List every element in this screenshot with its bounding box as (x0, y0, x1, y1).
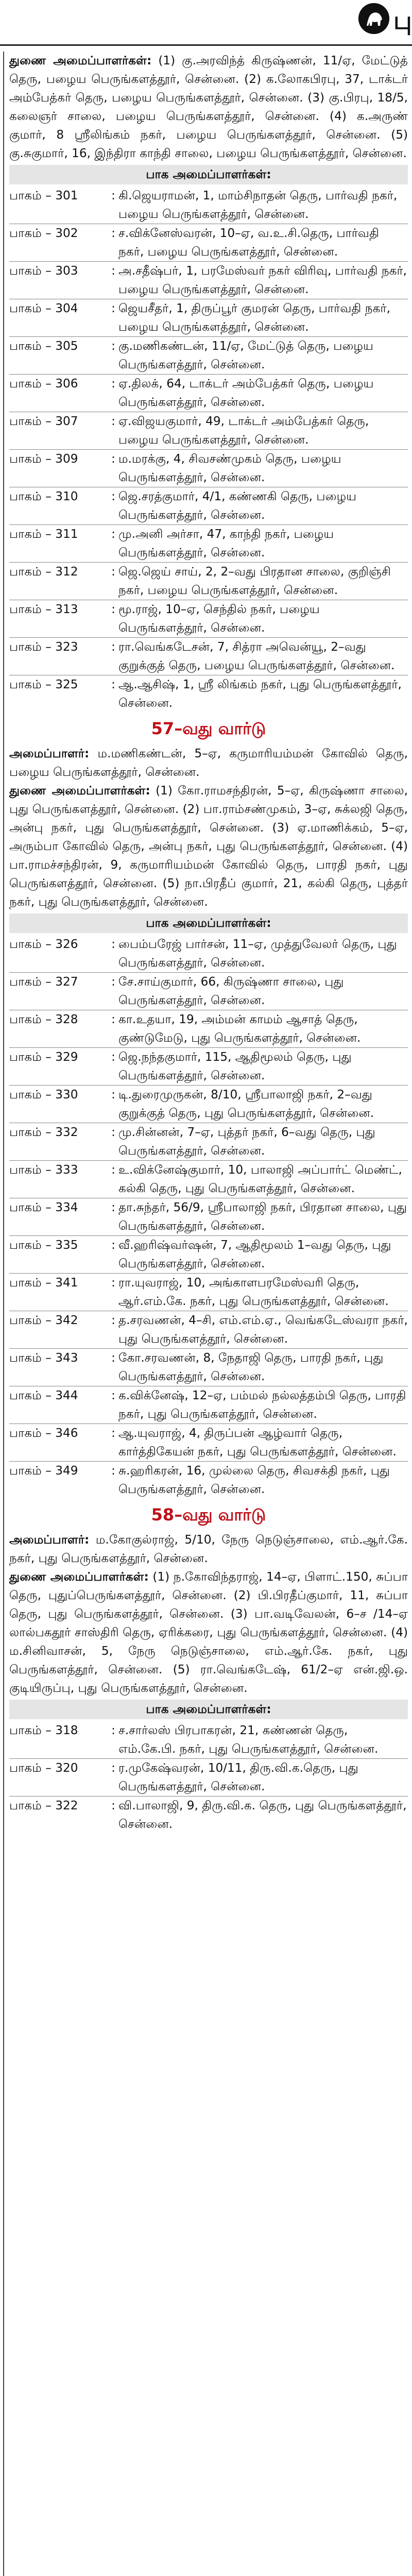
part-label (9, 935, 118, 972)
part-organizers-list (9, 1721, 408, 1834)
part-entry (9, 1311, 408, 1348)
part-label (9, 1086, 118, 1123)
assistants-text: (1) கோ.ராமசந்திரன், 5–ஏ, கிருஷ்ணா சாலை, புது பெருங்களத்தூர், சென்னை. (2) பா.ராம்சண்முகம், 3–ஏ, சுக்லஜி தெரு, அன்பு நகர், புது பெருங்களத்தூர், சென்னை. (3) ஏ.மாணிக்கம், 5–ஏ, அரும்பா கோவில் தெரு, அன்பு நகர், புது பெருங்களத்தூர், சென்னை. (4) பா.ராமச்சந்திரன், 9, கருமாரியம்மன் கோவில் தெரு, பாரதி நகர், புது பெருங்களத்தூர், சென்னை. (5) நா.பிரதீப் குமார், 21, கல்கி தெரு, புத்தர் நகர், புது பெருங்களத்தூர், சென்னை. (9, 784, 408, 909)
part-colon: : (111, 937, 115, 951)
part-label (9, 600, 118, 637)
part-entry (9, 412, 408, 449)
part-organizer-details: க.விக்னேஷ், 12–ஏ, பம்மல் நல்லத்தம்பி தெரு, பாரதி நகர், புது பெருங்களத்தூர், சென்னை. (118, 1388, 406, 1421)
part-number: பாகம் – 313 (9, 602, 78, 616)
part-organizer-details: ம.மரக்கு, 4, சிவசண்முகம் தெரு, பழைய பெருங்களத்தூர், சென்னை. (118, 452, 341, 484)
part-organizer-details: ச.விக்னேஸ்வரன், 10–ஏ, வ.உ.சி.தெரு, பார்வதி நகர், பழைய பெருங்களத்தூர், சென்னை. (118, 226, 380, 259)
section-band: பாக அமைப்பாளர்கள்: (9, 913, 408, 933)
assistants-label: துணை அமைப்பாளர்கள்: (9, 1570, 149, 1584)
part-label (9, 1010, 118, 1047)
part-number: பாகம் – 312 (9, 565, 78, 579)
part-label (9, 1721, 118, 1758)
part-colon: : (111, 452, 115, 466)
part-number: பாகம் – 304 (9, 301, 78, 315)
part-colon: : (111, 640, 115, 654)
part-organizer-details: மு.அனி அர்சா, 47, காந்தி நகர், பழைய பெருங்களத்தூர், சென்னை. (118, 527, 334, 560)
part-number: பாகம் – 325 (9, 677, 78, 691)
header-rule (0, 44, 412, 46)
part-label (9, 487, 118, 524)
part-colon: : (111, 677, 115, 691)
organizer-paragraph (9, 744, 408, 782)
part-entry (9, 261, 408, 299)
part-entry (9, 1721, 408, 1758)
part-organizers-list (9, 935, 408, 1499)
part-colon: : (111, 1723, 115, 1737)
party-logo-icon (358, 3, 389, 34)
part-label (9, 450, 118, 487)
part-label (9, 1386, 118, 1423)
part-organizer-details: சு.ஹரிகரன், 16, முல்லை தெரு, சிவசக்தி நகர், புது பெருங்களத்தூர், சென்னை. (118, 1464, 390, 1496)
assistant-organizers-paragraph (9, 782, 408, 911)
part-organizer-details: ஜெ.நந்தகுமார், 115, ஆதிமூலம் தெரு, புது பெருங்களத்தூர், சென்னை. (118, 1050, 352, 1082)
part-colon: : (111, 189, 115, 202)
part-entry (9, 1047, 408, 1085)
part-colon: : (111, 1088, 115, 1101)
part-label (9, 1759, 118, 1796)
part-number: பாகம் – 310 (9, 489, 78, 503)
part-number: பாகம் – 344 (9, 1388, 78, 1402)
part-number: பாகம் – 330 (9, 1088, 78, 1101)
part-number: பாகம் – 301 (9, 189, 78, 202)
part-organizer-details: மூ.ராஜ், 10–ஏ, செந்தில் நகர், பழைய பெருங்களத்தூர், சென்னை. (118, 602, 320, 635)
part-number: பாகம் – 332 (9, 1125, 78, 1139)
part-colon: : (111, 1125, 115, 1139)
column-rule (3, 52, 4, 2576)
part-organizer-details: சே.சாய்குமார், 66, கிருஷ்ணா சாலை, புது பெருங்களத்தூர், சென்னை. (118, 975, 344, 1007)
part-colon: : (111, 1313, 115, 1327)
part-colon: : (111, 602, 115, 616)
part-colon: : (111, 1388, 115, 1402)
part-colon: : (111, 377, 115, 391)
part-entry (9, 600, 408, 637)
part-entry (9, 524, 408, 562)
part-label (9, 299, 118, 336)
part-label (9, 1198, 118, 1235)
part-organizer-details: மு.சின்னன், 7–ஏ, புத்தர் நகர், 6–வது தெரு, புது பெருங்களத்தூர், சென்னை. (118, 1125, 375, 1158)
part-number: பாகம் – 318 (9, 1723, 78, 1737)
part-colon: : (111, 565, 115, 579)
part-colon: : (111, 264, 115, 278)
part-organizers-list (9, 187, 408, 713)
assistants-text: (1) கு.அரவிந்த் கிருஷ்ணன், 11/ஏ, மேட்டுத் தெரு, பழைய பெருங்களத்தூர், சென்னை. (2) க.லோகபிரபு, 37, டாக்டர் அம்பேத்கர் தெரு, பழைய பெருங்களத்தூர், சென்னை. (3) கு.பிரபு, 18/5, கலைஞர் சாலை, பழைய பெருங்களத்தூர், சென்னை. (4) க.அருண் குமார், 8 ஸ்ரீலிங்கம் நகர், பழைய பெருங்களத்தூர், சென்னை. (5) கு.சுகுமார், 16, இந்திரா காந்தி சாலை, பழைய பெருங்களத்தூர், சென்னை. (9, 54, 408, 160)
part-entry (9, 637, 408, 675)
part-label (9, 525, 118, 562)
part-colon: : (111, 226, 115, 240)
organizer-text: ம.மணிகண்டன், 5–ஏ, கருமாரியம்மன் கோவில் தெரு, பழைய பெருங்களத்தூர், சென்னை. (9, 747, 408, 779)
part-colon: : (111, 1426, 115, 1440)
assistant-organizers-paragraph (9, 1568, 408, 1698)
part-colon: : (111, 339, 115, 353)
part-colon: : (111, 527, 115, 541)
page-tag: பு (393, 6, 412, 35)
assistants-label: துணை அமைப்பாளர்கள்: (9, 54, 152, 67)
organizer-paragraph (9, 1531, 408, 1568)
part-organizer-details: ஆ.ஆசிஷ், 1, ஸ்ரீ லிங்கம் நகர், புது பெருங்களத்தூர், சென்னை. (118, 677, 402, 710)
part-organizer-details: ஜெ.ஜெய் சாய், 2, 2–வது பிரதான சாலை, குறிஞ்சி நகர், பழைய பெருங்களத்தூர், சென்னை. (118, 565, 391, 597)
article-column (3, 52, 408, 2576)
organizer-text: ம.கோகுல்ராஜ், 5/10, நேரு நெடுஞ்சாலை, எம்.ஆர்.கே. நகர், புது பெருங்களத்தூர், சென்னை. (9, 1533, 408, 1565)
part-colon: : (111, 1351, 115, 1365)
part-number: பாகம் – 320 (9, 1761, 78, 1775)
part-label (9, 1797, 118, 1834)
part-number: பாகம் – 322 (9, 1799, 78, 1812)
part-colon: : (111, 1799, 115, 1812)
part-label (9, 412, 118, 449)
part-entry (9, 299, 408, 336)
part-number: பாகம் – 326 (9, 937, 78, 951)
part-label (9, 375, 118, 412)
part-organizer-details: டி.துரைமுருகன், 8/10, ஸ்ரீபாலாஜி நகர், 2–வது குறுக்குத் தெரு, புது பெருங்களத்தூர், சென்னை. (118, 1088, 374, 1120)
part-label (9, 675, 118, 713)
part-label (9, 1462, 118, 1499)
part-organizer-details: தா.சுந்தர், 56/9, ஸ்ரீபாலாஜி நகர், பிரதான சாலை, புது பெருங்களத்தூர், சென்னை. (118, 1200, 407, 1233)
part-number: பாகம் – 311 (9, 527, 78, 541)
assistants-label: துணை அமைப்பாளர்கள்: (9, 784, 150, 798)
part-number: பாகம் – 349 (9, 1464, 78, 1478)
part-entry (9, 1796, 408, 1834)
part-label (9, 187, 118, 224)
part-colon: : (111, 1050, 115, 1064)
part-number: பாகம் – 327 (9, 975, 78, 989)
part-organizer-details: கு.மணிகண்டன், 11/ஏ, மேட்டுத் தெரு, பழைய பெருங்களத்தூர், சென்னை. (118, 339, 373, 371)
organizer-label: அமைப்பாளர்: (9, 1533, 90, 1547)
part-number: பாகம் – 306 (9, 377, 78, 391)
part-entry (9, 1273, 408, 1311)
part-organizer-details: ரா.வெங்கடேசன், 7, சித்ரா அவென்யூ, 2–வது குறுக்குத் தெரு, பழைய பெருங்களத்தூர், சென்னை. (118, 640, 395, 672)
part-entry (9, 1461, 408, 1499)
part-label (9, 1349, 118, 1386)
part-colon: : (111, 1464, 115, 1478)
part-organizer-details: வி.பாலாஜி, 9, திரு.வி.க. தெரு, புது பெருங்களத்தூர், சென்னை. (118, 1799, 407, 1831)
part-label (9, 638, 118, 675)
part-entry (9, 1010, 408, 1047)
part-entry (9, 224, 408, 261)
part-number: பாகம் – 346 (9, 1426, 78, 1440)
part-number: பாகம் – 307 (9, 414, 78, 428)
part-label (9, 1274, 118, 1311)
part-colon: : (111, 489, 115, 503)
part-label (9, 1161, 118, 1198)
part-number: பாகம் – 305 (9, 339, 78, 353)
part-colon: : (111, 975, 115, 989)
part-label (9, 1123, 118, 1160)
organizer-label: அமைப்பாளர்: (9, 747, 90, 760)
section-band: பாக அமைப்பாளர்கள்: (9, 165, 408, 184)
part-number: பாகம் – 329 (9, 1050, 78, 1064)
part-number: பாகம் – 341 (9, 1276, 78, 1290)
part-number: பாகம் – 333 (9, 1163, 78, 1177)
part-colon: : (111, 1012, 115, 1026)
part-entry (9, 1758, 408, 1796)
part-entry (9, 972, 408, 1010)
part-entry (9, 562, 408, 600)
part-entry (9, 1235, 408, 1273)
part-entry (9, 1386, 408, 1423)
part-number: பாகம் – 335 (9, 1238, 78, 1252)
section-band: பாக அமைப்பாளர்கள்: (9, 1700, 408, 1719)
part-entry (9, 1198, 408, 1235)
part-entry (9, 675, 408, 713)
part-label (9, 1424, 118, 1461)
part-organizer-details: ஜெயசீதர், 1, திருப்பூர் குமரன் தெரு, பார்வதி நகர், பழைய பெருங்களத்தூர், சென்னை. (118, 301, 390, 334)
part-number: பாகம் – 303 (9, 264, 78, 278)
part-label (9, 1236, 118, 1273)
part-entry (9, 1160, 408, 1198)
part-entry (9, 1123, 408, 1160)
part-entry (9, 187, 408, 224)
part-number: பாகம் – 334 (9, 1200, 78, 1214)
part-entry (9, 1423, 408, 1461)
part-organizer-details: ச.சார்லஸ் பிரபாகரன், 21, கண்ணன் தெரு, எம்.கே.பி. நகர், புது பெருங்களத்தூர், சென்னை. (118, 1723, 379, 1756)
part-label (9, 973, 118, 1010)
part-entry (9, 1085, 408, 1123)
part-colon: : (111, 414, 115, 428)
part-label (9, 1311, 118, 1348)
part-colon: : (111, 1200, 115, 1214)
part-entry (9, 374, 408, 412)
part-number: பாகம் – 342 (9, 1313, 78, 1327)
part-colon: : (111, 1761, 115, 1775)
assistant-organizers-paragraph (9, 52, 408, 163)
part-colon: : (111, 301, 115, 315)
part-organizer-details: அ.சதீஷ்பர், 1, பரமேஸ்வர் நகர் விரிவு, பார்வதி நகர், பழைய பெருங்களத்தூர், சென்னை. (118, 264, 407, 296)
part-organizer-details: ரா.யுவராஜ், 10, அங்காளபரமேஸ்வரி தெரு, ஆர்.எம்.கே. நகர், புது பெருங்களத்தூர், சென்னை. (118, 1276, 389, 1308)
part-organizer-details: கி.ஜெயராமன், 1, மாம்சிநாதன் தெரு, பார்வதி நகர், பழைய பெருங்களத்தூர், சென்னை. (118, 189, 398, 221)
part-colon: : (111, 1163, 115, 1177)
part-entry (9, 336, 408, 374)
part-entry (9, 449, 408, 487)
part-entry (9, 487, 408, 524)
part-label (9, 1048, 118, 1085)
part-colon: : (111, 1276, 115, 1290)
part-entry (9, 935, 408, 972)
part-label (9, 262, 118, 299)
part-label (9, 224, 118, 261)
ward-title: 57–வது வார்டு (151, 719, 266, 738)
part-organizer-details: த.சரவணன், 4–சி, எம்.எம்.ஏ., வெங்கடேஸ்வரா நகர், புது பெருங்களத்தூர், சென்னை. (118, 1313, 408, 1346)
part-number: பாகம் – 309 (9, 452, 78, 466)
page-header (0, 0, 412, 46)
part-number: பாகம் – 323 (9, 640, 78, 654)
assistants-text: (1) ந.கோவிந்தராஜ், 14–ஏ, பிளாட்.150, சுப்பா தெரு, புதுப்பெருங்களத்தூர், சென்னை. (2) பி.பிரதீப்குமார், 11, சுப்பா தெரு, புது பெருங்களத்தூர், சென்னை. (3) பா.வடிவேலன், 6–ச /14–ஏ லால்பகதூர் சாஸ்திரி தெரு, ஏரிக்கரை, புது பெருங்களத்தூர், சென்னை. (4) ம.சினிவாசன், 5, நேரு நெடுஞ்சாலை, எம்.ஆர்.கே. நகர், புது பெருங்களத்தூர், சென்னை. (5) ரா.வெங்கடேஷ், 61/2–ஏ என்.ஜி.ஒ. குடியிருப்பு, புது பெருங்களத்தூர், சென்னை. (9, 1570, 408, 1695)
part-organizer-details: பைம்பரேஜ் பார்சன், 11–ஏ, முத்துவேலர் தெரு, புது பெருங்களத்தூர், சென்னை. (118, 937, 397, 970)
part-organizer-details: கோ.சரவணன், 8, நேதாஜி தெரு, பாரதி நகர், புது பெருங்களத்தூர், சென்னை. (118, 1351, 384, 1383)
part-organizer-details: கா.உதயா, 19, அம்மன் காமம் ஆசாத் தெரு, குண்டுமேடு, புது பெருங்களத்தூர், சென்னை. (118, 1012, 361, 1045)
part-organizer-details: ஏ.திலக், 64, டாக்டர் அம்பேத்கர் தெரு, பழைய பெருங்களத்தூர், சென்னை. (118, 377, 374, 409)
part-organizer-details: ஏ.விஜயகுமார், 49, டாக்டர் அம்பேத்கர் தெரு, பழைய பெருங்களத்தூர், சென்னை. (118, 414, 369, 447)
part-number: பாகம் – 302 (9, 226, 78, 240)
ward-title: 58–வது வார்டு (151, 1505, 266, 1524)
part-number: பாகம் – 328 (9, 1012, 78, 1026)
part-organizer-details: வீ.ஹரிஷ்வர்ஷன், 7, ஆதிமூலம் 1–வது தெரு, புது பெருங்களத்தூர், சென்னை. (118, 1238, 391, 1270)
part-label (9, 563, 118, 600)
part-organizer-details: உ.விக்னேஷ்குமார், 10, பாலாஜி அப்பார்ட் மெண்ட், கல்கி தெரு, புது பெருங்களத்தூர், சென்னை. (118, 1163, 402, 1195)
part-label (9, 337, 118, 374)
part-colon: : (111, 1238, 115, 1252)
part-organizer-details: ர.முகேஷ்வரன், 10/11, திரு.வி.க.தெரு, புது பெருங்களத்தூர், சென்னை. (118, 1761, 358, 1793)
part-organizer-details: ஜெ.சரத்குமார், 4/1, கண்ணகி தெரு, பழைய பெருங்களத்தூர், சென்னை. (118, 489, 357, 522)
part-number: பாகம் – 343 (9, 1351, 78, 1365)
part-entry (9, 1348, 408, 1386)
part-organizer-details: ஆ.யுவராஜ், 4, திருப்பன் ஆழ்வார் தெரு, கார்த்திகேயன் நகர், புது பெருங்களத்தூர், சென்னை. (118, 1426, 397, 1459)
